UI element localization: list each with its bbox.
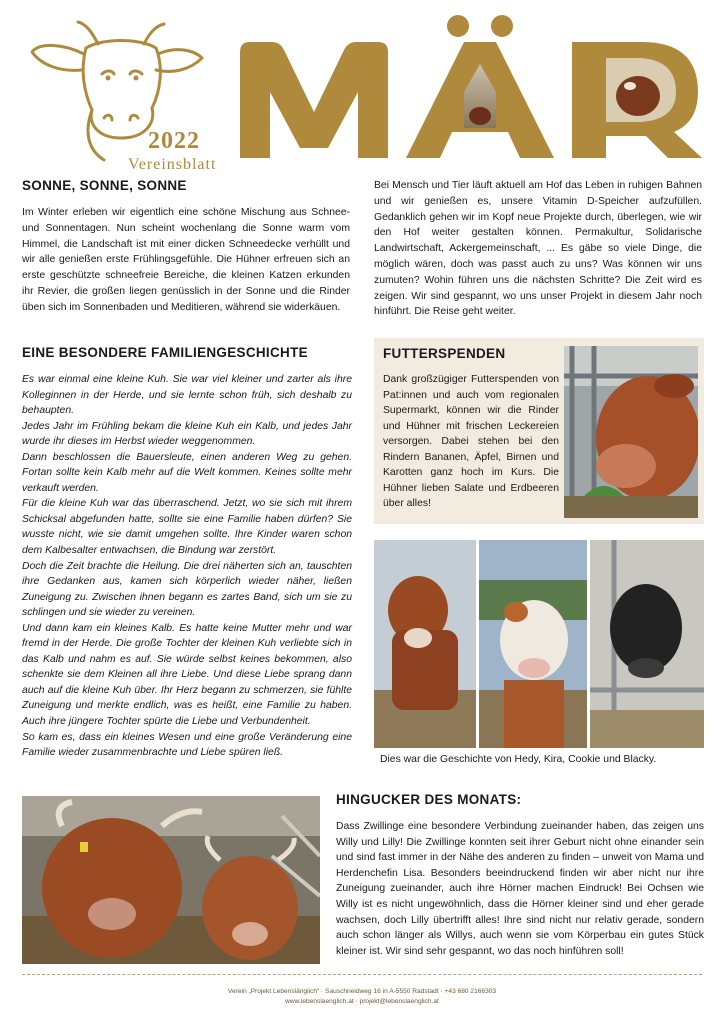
sonne-text: Im Winter erleben wir eigentlich eine schöne Mischung aus Schnee- und Sonnentagen. Nun scheint wochenlang die Sonne warm vom Himmel, die Landschaft ist mit einer dicken Schneedecke verhüllt und wir alle genießen erste Frühlingsgefühle. Die Hühner erfreuen sich an erste geschützte schneefreie Bereiche, die kleinen Katzen erkunden ihr Revier, die großen liegen genüsslich in der Sonne und die Rinder üben sich im Sonnenbaden und Meditieren, während sie widerkäuen. [22,207,350,313]
photo-caption: Dies war die Geschichte von Hedy, Kira, Cookie und Blacky. [380,754,657,765]
futter-title: FUTTERSPENDEN [383,346,506,361]
story-paragraph: Dann beschlossen die Bauersleute, einen anderen Weg zu gehen. Fortan sollte kein Kalb mehr auf die Welt kommen. Keines sollte mehr verkauft werden. [22,451,352,494]
footer-divider [22,974,702,975]
month-title [236,8,706,168]
logo-subtitle: Vereinsblatt [128,156,217,173]
cow-portraits-photo [374,540,704,748]
footer-address: Verein „Projekt Lebenslänglich“ · Sauschneidweg 16 in A-5550 Radstadt · +43 680 2166303 [227,988,497,995]
familie-story [22,372,352,761]
cow-logo [26,14,217,173]
story-paragraph: Es war einmal eine kleine Kuh. Sie war viel kleiner und zarter als ihre Kolleginnen in der Herde, und sie lernte schon früh, sich deshalb zu behaupten. [22,374,352,417]
hingucker-title: HINGUCKER DES MONATS: [336,792,522,807]
section-hofleben [374,178,702,320]
story-paragraph: Für die kleine Kuh war das überraschend. Jetzt, wo sie sich mit ihrem Schicksal abgefunden hatte, sollte sie eine Familie haben dürfen? Sie wusste nicht, wie sie damit umgehen sollte. Ihre Kinder waren schon dem Kalbesalter entwachsen, die Bindung war zerstört. [22,498,352,557]
hofleben-text: Bei Mensch und Tier läuft aktuell am Hof das Leben in ruhigen Bahnen und wir genießen es, unsere Vitamin D-Speicher aufzufüllen. Gedanklich gehen wir im Kopf neue Projekte durch, überlegen, wie wir den Hof weiter gestalten können. Permakultur, Solidarische Landwirtschaft, Ackergemeinschaft, ... Es gäbe so viele Dinge, die möglich wären, doch was passt auch zu uns? Was können wir uns zumuten? Wohin führen uns die nächsten Schritte? Die Zeit wird es zeigen. Wir sind gespannt, wo uns unser Projekt in diesem Jahr noch hinführt. Die Reise geht weiter. [374,180,702,318]
twins-photo [22,796,320,964]
story-paragraph: So kam es, dass ein kleines Wesen und eine große Veränderung eine Familie wieder zusammenbrachte und Liebe spüren ließ. [22,731,352,759]
section-futterspenden [374,338,704,524]
hingucker-text: Dass Zwillinge eine besondere Verbindung zueinander haben, das zeigen uns Willy und Lilly! Die Zwillinge konnten seit ihrer Geburt nicht ohne einander sein und sind fast immer in der Nähe des anderen zu finden – unweit von Mama und Herdenchefin Lisa. Besonders beeindruckend finden wir aber nicht nur ihre Zuneigung zueinander, auch ihre Hörner machen Eindruck! Bei Ochsen wie Willy ist es nicht ungewöhnlich, dass die Hörner kleiner sind und eher gerade wachsen, doch Lilly übertrifft alles! Ihre sind nicht nur relativ gerade, sondern auch schon länger als Willys, auch wenn sie vom Körperbau ein gutes Stück kleiner ist. Wir sind sehr gespannt, wo das noch hinführen soll! [336,821,704,957]
section-hingucker [336,792,704,959]
logo-year: 2022 [148,128,200,154]
section-sonne [22,178,350,316]
futter-text: Dank großzügiger Futterspenden von Pat:innen und auch vom regionalen Supermarkt, können wir die Rinder und Hühner mit frischen Leckereien versorgen. Dabei stehen bei den Rindern Bananen, Äpfel, Birnen und Karotten ganz hoch im Kurs. Die Hühner lieben Salate und Erdbeeren über alles! [383,374,559,509]
story-paragraph: Jedes Jahr im Frühling bekam die kleine Kuh ein Kalb, und jedes Jahr wurde ihr dieses im Herbst wieder weggenommen. [22,420,352,448]
story-paragraph: Doch die Zeit brachte die Heilung. Die drei näherten sich an, tauschten ihre Gedanken aus, kamen sich körperlich wieder näher, ließen Zuneigung zu. Zwischen ihnen begann es zartes Band, sich um sie zu schlingen und sie wieder zu vereinen. [22,560,352,619]
cow-eating-photo [564,346,698,518]
sonne-title: SONNE, SONNE, SONNE [22,178,187,193]
story-paragraph: Und dann kam ein kleines Kalb. Es hatte keine Mutter mehr und war fremd in der Herde. Die große Tochter der kleinen Kuh verliebte sich in das Kalb und nahm es auf. Sie würde selbst keines bekommen, also schenkte sie dem Kleinen all ihre Liebe. Und diese Liebe sprang dann auch auf die kleine Kuh über. Ihr Herz begann zu schmerzen, sie fühlte Zuneigung und merkte endlich, was es heißt, eine Familie zu haben. Auch ihre jüngere Tochter spürte die Liebe und Verbundenheit. [22,622,352,728]
familie-title: EINE BESONDERE FAMILIENGESCHICHTE [22,345,308,360]
section-familiengeschichte [22,345,352,761]
footer-contact[interactable]: www.lebenslaenglich.at · projekt@lebenslaenglich.at [285,998,439,1005]
